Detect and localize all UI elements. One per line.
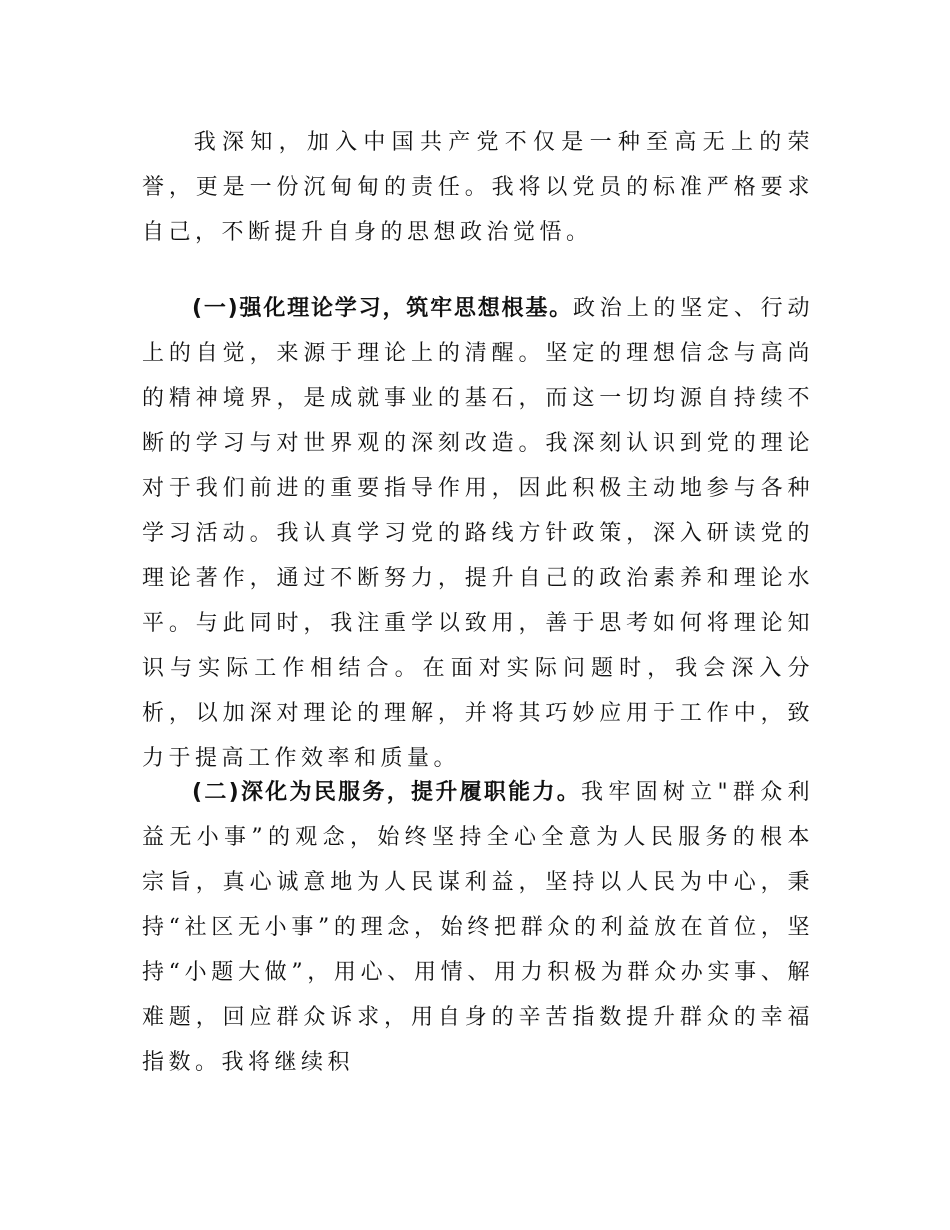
- section-heading: (二)深化为民服务，提升履职能力。: [192, 780, 582, 805]
- paragraph-body: 我深知，加入中国共产党不仅是一种至高无上的荣誉，更是一份沉甸甸的责任。我将以党员的标准严格要求自己，不断提升自身的思想政治觉悟。: [142, 130, 814, 245]
- paragraph-theory-study: [142, 286, 814, 781]
- section-heading: (一)强化理论学习，筑牢思想根基。: [192, 296, 573, 321]
- paragraph-body: 政治上的坚定、行动上的自觉，来源于理论上的清醒。坚定的理想信念与高尚的精神境界，是成就事业的基石，而这一切均源自持续不断的学习与对世界观的深刻改造。我深刻认识到党的理论对于我们前进的重要指导作用，因此积极主动地参与各种学习活动。我认真学习党的路线方针政策，深入研读党的理论著作，通过不断努力，提升自己的政治素养和理论水平。与此同时，我注重学以致用，善于思考如何将理论知识与实际工作相结合。在面对实际问题时，我会深入分析，以加深对理论的理解，并将其巧妙应用于工作中，致力于提高工作效率和质量。: [142, 296, 814, 771]
- paragraph-body: 我牢固树立"群众利益无小事”的观念，始终坚持全心全意为人民服务的根本宗旨，真心诚意地为人民谋利益，坚持以人民为中心，秉持“社区无小事”的理念，始终把群众的利益放在首位，坚持“小题大做”，用心、用情、用力积极为群众办实事、解难题，回应群众诉求，用自身的辛苦指数提升群众的幸福指数。我将继续积: [142, 780, 814, 1075]
- paragraph-public-service: [142, 770, 814, 1085]
- paragraph-responsibility: [142, 120, 814, 255]
